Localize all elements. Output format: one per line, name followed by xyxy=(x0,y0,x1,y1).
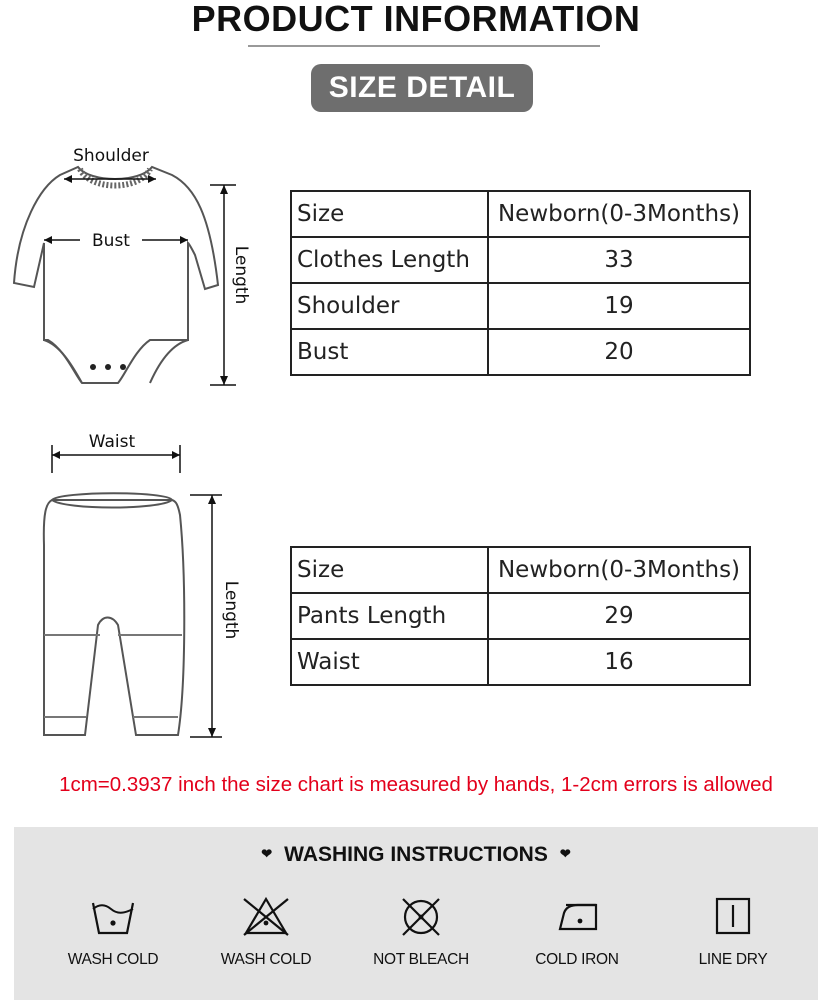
pants-length-label: Length xyxy=(221,580,241,640)
table-row xyxy=(291,237,750,283)
wash-item xyxy=(201,895,331,969)
table-cell: Newborn(0-3Months) xyxy=(488,191,750,237)
heart-icon: ❤ xyxy=(559,846,571,861)
heart-icon: ❤ xyxy=(261,846,273,861)
table-row xyxy=(291,329,750,375)
cold-iron-icon xyxy=(552,895,602,939)
table-cell: Clothes Length xyxy=(291,237,488,283)
bodysuit-cuff xyxy=(44,340,188,383)
title-divider xyxy=(248,45,600,47)
page-title: PRODUCT INFORMATION xyxy=(191,0,641,39)
table-cell: Shoulder xyxy=(291,283,488,329)
washing-title: WASHING INSTRUCTIONS xyxy=(284,843,548,866)
wash-item xyxy=(668,895,798,969)
bodysuit-illustration xyxy=(0,135,270,400)
wash-label: NOT BLEACH xyxy=(373,951,469,968)
table-cell: 19 xyxy=(488,283,750,329)
no-tumble-dry-icon xyxy=(240,895,292,939)
table-cell: Pants Length xyxy=(291,593,488,639)
table-cell: 20 xyxy=(488,329,750,375)
table-row xyxy=(291,547,750,593)
bodysuit-outline xyxy=(14,167,218,383)
pants-outline xyxy=(44,500,184,735)
bodysuit-size-table xyxy=(290,190,751,376)
table-row xyxy=(291,191,750,237)
wash-label: LINE DRY xyxy=(698,951,768,968)
size-detail-badge: SIZE DETAIL xyxy=(311,64,533,112)
bust-label: Bust xyxy=(92,231,130,251)
pants-size-table xyxy=(290,546,751,686)
wash-item xyxy=(512,895,642,969)
washing-instructions-panel xyxy=(14,827,818,1000)
table-cell: 33 xyxy=(488,237,750,283)
wash-tub-icon xyxy=(89,895,137,939)
washing-title-row xyxy=(14,841,818,868)
table-cell: Newborn(0-3Months) xyxy=(488,547,750,593)
waist-label: Waist xyxy=(88,432,136,452)
table-cell: Size xyxy=(291,191,488,237)
table-row xyxy=(291,639,750,685)
pants-illustration xyxy=(0,425,260,750)
table-cell: 16 xyxy=(488,639,750,685)
table-row xyxy=(291,283,750,329)
measurement-note: 1cm=0.3937 inch the size chart is measured by hands, 1-2cm errors is allowed xyxy=(59,773,773,796)
line-dry-icon xyxy=(711,895,755,939)
bodysuit-collar xyxy=(80,169,150,186)
wash-item xyxy=(48,895,178,969)
table-cell: Bust xyxy=(291,329,488,375)
no-bleach-icon xyxy=(397,895,445,939)
table-row xyxy=(291,593,750,639)
table-cell: 29 xyxy=(488,593,750,639)
wash-label: WASH COLD xyxy=(220,951,312,968)
table-cell: Size xyxy=(291,547,488,593)
bodysuit-length-label: Length xyxy=(231,245,251,305)
wash-label: COLD IRON xyxy=(535,951,619,968)
shoulder-label: Shoulder xyxy=(73,146,149,166)
table-cell: Waist xyxy=(291,639,488,685)
wash-item xyxy=(356,895,486,969)
wash-label: WASH COLD xyxy=(67,951,159,968)
